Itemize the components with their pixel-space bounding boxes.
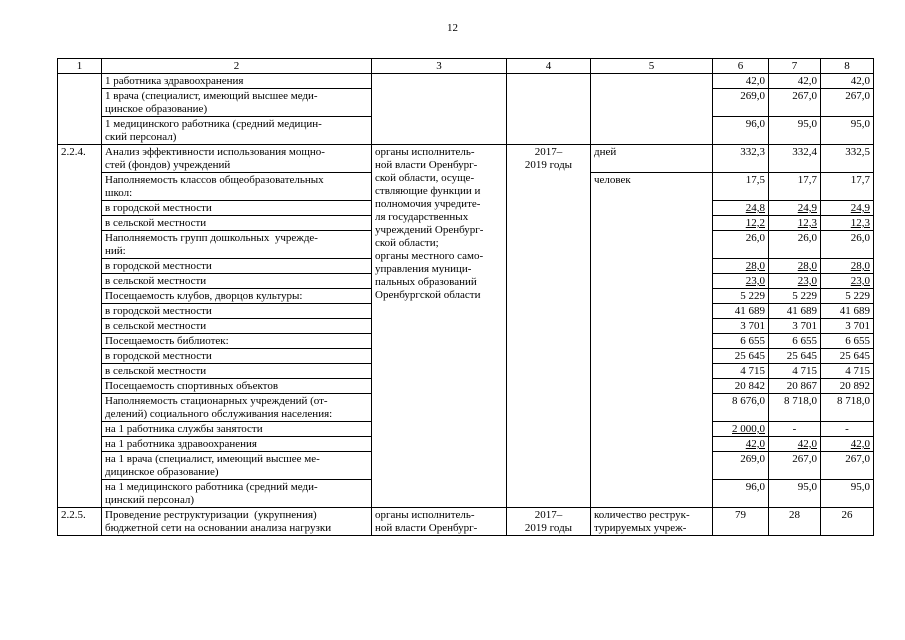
value-2019: 4 715 — [821, 364, 874, 379]
page-number: 12 — [447, 22, 458, 34]
value-2019: 6 655 — [821, 334, 874, 349]
unit-cell: человек — [591, 173, 713, 508]
value-2019: 12,3 — [821, 216, 874, 231]
unit-cell: количество реструк- турируемых учреж- — [591, 508, 713, 536]
value-2018: 23,0 — [769, 274, 821, 289]
period-cell: 2017– 2019 годы — [507, 145, 591, 508]
value-2019: 41 689 — [821, 304, 874, 319]
value-2019: 8 718,0 — [821, 394, 874, 422]
value-2018: 332,4 — [769, 145, 821, 173]
value-2019: 26 — [821, 508, 874, 536]
value-2018: 25 645 — [769, 349, 821, 364]
value-2019: 332,5 — [821, 145, 874, 173]
value-2017: 269,0 — [713, 89, 769, 117]
value-2019: 25 645 — [821, 349, 874, 364]
indicator-text: 1 врача (специалист, имеющий высшее меди- цинское образование) — [102, 89, 372, 117]
col-header: 1 — [58, 59, 102, 74]
indicator-text: на 1 медицинского работника (средний меди- цинский персонал) — [102, 480, 372, 508]
value-2017: 8 676,0 — [713, 394, 769, 422]
value-2017: 26,0 — [713, 231, 769, 259]
value-2017: 332,3 — [713, 145, 769, 173]
value-2017: 2 000,0 — [713, 422, 769, 437]
item-number — [58, 74, 102, 145]
value-2018: 267,0 — [769, 89, 821, 117]
value-2017: 96,0 — [713, 117, 769, 145]
indicator-text: в сельской местности — [102, 364, 372, 379]
value-2017: 96,0 — [713, 480, 769, 508]
value-2018: 42,0 — [769, 74, 821, 89]
value-2017: 5 229 — [713, 289, 769, 304]
value-2018: 95,0 — [769, 117, 821, 145]
value-2017: 25 645 — [713, 349, 769, 364]
indicator-text: на 1 работника здравоохранения — [102, 437, 372, 452]
executor-cell: органы исполнитель- ной власти Оренбург- — [372, 508, 507, 536]
value-2019: 95,0 — [821, 117, 874, 145]
value-2017: 3 701 — [713, 319, 769, 334]
indicator-text: в сельской местности — [102, 216, 372, 231]
value-2017: 42,0 — [713, 437, 769, 452]
table-row — [58, 508, 874, 536]
value-2018: 267,0 — [769, 452, 821, 480]
col-header: 2 — [102, 59, 372, 74]
value-2018: - — [769, 422, 821, 437]
indicator-text: Посещаемость спортивных объектов — [102, 379, 372, 394]
value-2018: 12,3 — [769, 216, 821, 231]
value-2017: 41 689 — [713, 304, 769, 319]
indicator-text: на 1 работника службы занятости — [102, 422, 372, 437]
value-2018: 28,0 — [769, 259, 821, 274]
value-2019: 95,0 — [821, 480, 874, 508]
value-2019: 42,0 — [821, 74, 874, 89]
col-header: 4 — [507, 59, 591, 74]
unit-cell: дней — [591, 145, 713, 173]
item-number: 2.2.4. — [58, 145, 102, 508]
indicator-text: в сельской местности — [102, 274, 372, 289]
value-2019: - — [821, 422, 874, 437]
indicator-text: Наполняемость стационарных учреждений (от- делений) социального обслуживания населения: — [102, 394, 372, 422]
value-2018: 4 715 — [769, 364, 821, 379]
item-number: 2.2.5. — [58, 508, 102, 536]
value-2017: 17,5 — [713, 173, 769, 201]
indicator-text: Анализ эффективности использования мощно- стей (фондов) учреждений — [102, 145, 372, 173]
executor-cell: органы исполнитель- ной власти Оренбург- ской области, осуще- ствляющие функции и полномочия учредите- ля государственных учреждений Оренбург- ской области; органы местного само- управления муници- пальных образований Оренбургской области — [372, 145, 507, 508]
col-header: 3 — [372, 59, 507, 74]
value-2017: 79 — [713, 508, 769, 536]
indicator-text: в городской местности — [102, 201, 372, 216]
value-2019: 20 892 — [821, 379, 874, 394]
plan-table — [57, 58, 874, 536]
value-2017: 6 655 — [713, 334, 769, 349]
indicator-text: на 1 врача (специалист, имеющий высшее ме- дицинское образование) — [102, 452, 372, 480]
value-2018: 42,0 — [769, 437, 821, 452]
indicator-text: в городской местности — [102, 349, 372, 364]
value-2019: 23,0 — [821, 274, 874, 289]
indicator-text: в городской местности — [102, 304, 372, 319]
indicator-text: в сельской местности — [102, 319, 372, 334]
value-2018: 6 655 — [769, 334, 821, 349]
value-2017: 20 842 — [713, 379, 769, 394]
col-header: 6 — [713, 59, 769, 74]
value-2019: 26,0 — [821, 231, 874, 259]
indicator-text: Проведение реструктуризации (укрупнения) бюджетной сети на основании анализа нагрузки — [102, 508, 372, 536]
value-2017: 12,2 — [713, 216, 769, 231]
header-row — [58, 59, 874, 74]
indicator-text: 1 медицинского работника (средний медицин- ский персонал) — [102, 117, 372, 145]
value-2017: 4 715 — [713, 364, 769, 379]
value-2019: 267,0 — [821, 89, 874, 117]
value-2019: 5 229 — [821, 289, 874, 304]
value-2018: 41 689 — [769, 304, 821, 319]
indicator-text: Посещаемость клубов, дворцов культуры: — [102, 289, 372, 304]
value-2018: 5 229 — [769, 289, 821, 304]
value-2017: 24,8 — [713, 201, 769, 216]
value-2019: 267,0 — [821, 452, 874, 480]
indicator-text: 1 работника здравоохранения — [102, 74, 372, 89]
indicator-text: Посещаемость библиотек: — [102, 334, 372, 349]
indicator-text: в городской местности — [102, 259, 372, 274]
value-2017: 269,0 — [713, 452, 769, 480]
value-2018: 8 718,0 — [769, 394, 821, 422]
period-cell: 2017– 2019 годы — [507, 508, 591, 536]
unit-cell — [591, 74, 713, 145]
executor-cell — [372, 74, 507, 145]
value-2019: 42,0 — [821, 437, 874, 452]
value-2019: 17,7 — [821, 173, 874, 201]
value-2018: 17,7 — [769, 173, 821, 201]
value-2018: 3 701 — [769, 319, 821, 334]
value-2019: 3 701 — [821, 319, 874, 334]
value-2018: 20 867 — [769, 379, 821, 394]
col-header: 8 — [821, 59, 874, 74]
indicator-text: Наполняемость групп дошкольных учрежде- ний: — [102, 231, 372, 259]
value-2017: 42,0 — [713, 74, 769, 89]
value-2018: 95,0 — [769, 480, 821, 508]
col-header: 5 — [591, 59, 713, 74]
col-header: 7 — [769, 59, 821, 74]
period-cell — [507, 74, 591, 145]
value-2018: 28 — [769, 508, 821, 536]
value-2017: 28,0 — [713, 259, 769, 274]
indicator-text: Наполняемость классов общеобразовательных школ: — [102, 173, 372, 201]
table-row — [58, 74, 874, 89]
value-2019: 24,9 — [821, 201, 874, 216]
value-2018: 24,9 — [769, 201, 821, 216]
value-2017: 23,0 — [713, 274, 769, 289]
value-2018: 26,0 — [769, 231, 821, 259]
table-row — [58, 145, 874, 173]
value-2019: 28,0 — [821, 259, 874, 274]
